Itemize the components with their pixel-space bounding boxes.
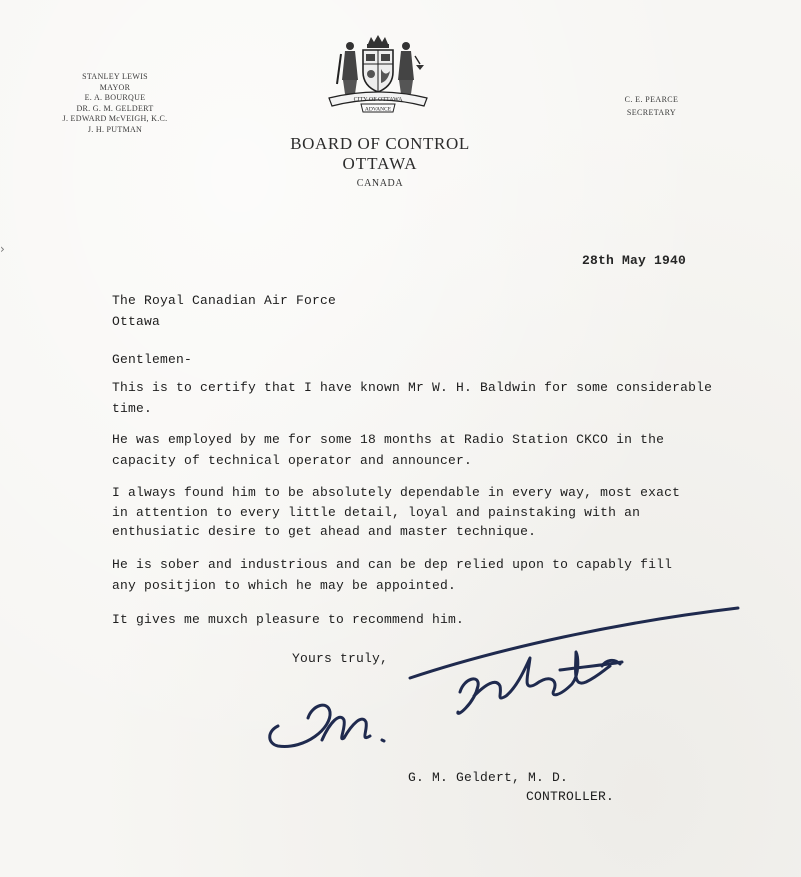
- board-title: BOARD OF CONTROL: [290, 134, 470, 153]
- crest-motto-text: ADVANCE: [364, 106, 392, 113]
- secretary-block: [604, 93, 699, 119]
- salutation: Gentlemen-: [112, 352, 193, 367]
- body-line: He was employed by me for some 18 months at Radio Station CKCO in the: [112, 432, 665, 447]
- body-line: any positjion to which he may be appointed.: [112, 578, 457, 593]
- member-name: E. A. BOURQUE: [84, 93, 146, 102]
- secretary-title: SECRETARY: [626, 108, 677, 117]
- board-country: CANADA: [356, 178, 404, 189]
- body-line: in attention to every little detail, loyal and painstaking with an: [112, 505, 641, 520]
- recipient-line: Ottawa: [112, 314, 161, 329]
- member-name: DR. G. M. GELDERT: [76, 103, 154, 113]
- body-line: enthusiatic desire to get ahead and master technique.: [112, 524, 537, 539]
- city-of-ottawa-coat-of-arms-icon: [323, 34, 433, 114]
- signatory-name: G. M. Geldert, M. D.: [408, 770, 569, 785]
- page-edge-mark: ›: [0, 242, 5, 256]
- body-line: This is to certify that I have known Mr W. H. Baldwin for some considerable: [112, 380, 713, 395]
- body-line: I always found him to be absolutely dependable in every way, most exact: [112, 485, 681, 500]
- body-line: time.: [112, 401, 153, 416]
- board-members-list: [30, 72, 200, 135]
- signatory-title: CONTROLLER.: [526, 789, 615, 804]
- member-name: STANLEY LEWIS: [82, 72, 148, 81]
- closing: Yours truly,: [292, 651, 389, 666]
- board-city: OTTAWA: [342, 154, 418, 173]
- member-title: MAYOR: [99, 82, 131, 92]
- letter-date: 28th May 1940: [582, 253, 687, 268]
- recipient-line: The Royal Canadian Air Force: [112, 293, 337, 308]
- member-name: J. H. PUTMAN: [87, 124, 143, 134]
- secretary-name: C. E. PEARCE: [624, 95, 679, 104]
- body-line: capacity of technical operator and announcer.: [112, 453, 473, 468]
- body-line: He is sober and industrious and can be dep relied upon to capably fill: [112, 557, 673, 572]
- crest-banner-text: CITY OF OTTAWA: [353, 97, 403, 103]
- handwritten-signature: [260, 600, 750, 770]
- body-line: It gives me muxch pleasure to recommend him.: [112, 612, 465, 627]
- member-name: J. EDWARD McVEIGH, K.C.: [62, 114, 168, 123]
